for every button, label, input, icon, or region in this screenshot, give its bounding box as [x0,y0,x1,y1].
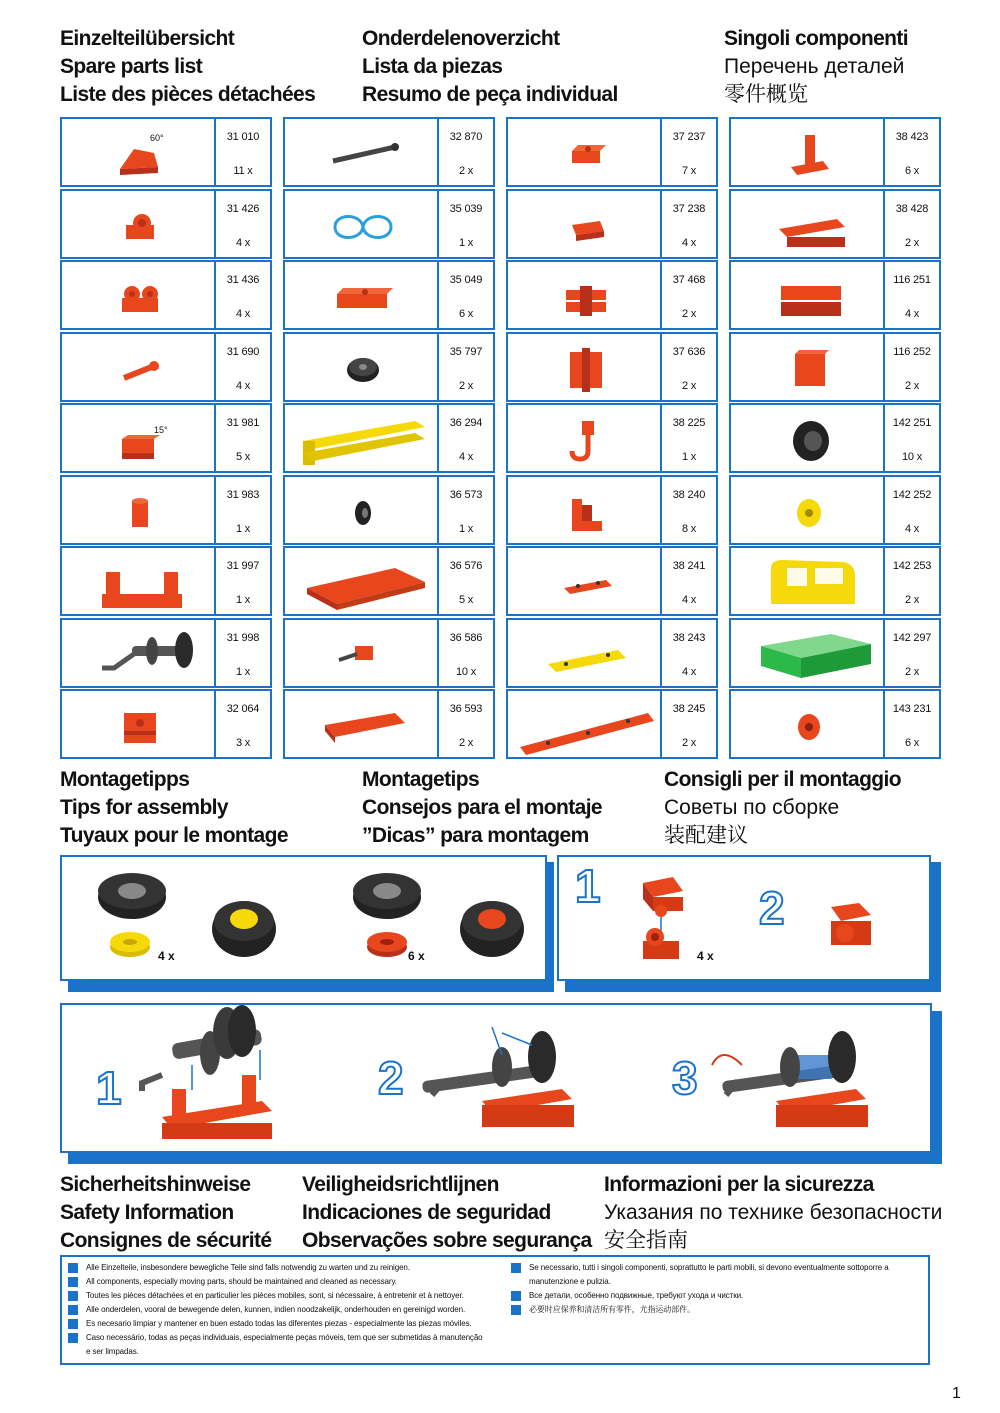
part-number: 31 690 [226,345,260,358]
part-info [662,546,718,616]
heading-ru: Перечень деталей [724,55,905,78]
part-quantity: 4 x [904,522,920,535]
safety-heading-col2 [302,1171,592,1255]
part-quantity: 1 x [235,665,251,678]
part-image [283,189,439,259]
heading-zh: 安全指南 [604,1229,688,1252]
part-cell [506,117,718,189]
safety-line: Все детали, особенно подвижные, требуют ухода и чистки. [511,1289,889,1303]
pulley-icon [285,334,437,400]
part-number: 37 636 [672,345,706,358]
part-info [216,546,272,616]
part-quantity: 8 x [681,522,697,535]
heading-fr: Tuyaux pour le montage [60,824,288,847]
part-info [439,260,495,330]
part-info [439,332,495,402]
part-info [439,546,495,616]
safety-line: Alle Einzelteile, insbesondere bewegliche Teile sind falls notwendig zu warten und zu reinigen. [68,1261,483,1275]
part-info [885,618,941,688]
connector-pin-icon [285,620,437,686]
part-image [283,618,439,688]
part-number: 36 593 [449,703,483,715]
parts-heading-col1 [60,25,315,109]
part-cell [60,332,272,404]
part-number: 116 252 [893,345,931,358]
red-hub-icon [731,691,883,757]
hinge-count: 4 x [697,949,714,963]
parts-heading-col2 [362,25,618,109]
tyre-with-red-hub-icon [460,901,524,957]
part-cell [506,689,718,761]
yellow-girder-icon [285,405,437,471]
yellow-hub-icon [731,477,883,543]
part-quantity: 11 x [233,165,253,177]
heading-fr: Consignes de sécurité [60,1229,272,1252]
part-info [885,546,941,616]
hinge-assembled-icon [831,903,871,945]
safety-line: manutenzione e pulizia. [529,1277,611,1286]
part-number: 32 064 [226,703,260,715]
part-image [729,260,885,330]
safety-text-left [68,1261,483,1359]
part-info [439,689,495,759]
small-block-icon [508,119,660,185]
part-quantity: 4 x [681,594,697,606]
part-image [506,332,662,402]
part-cell [60,403,272,475]
part-cell [283,260,495,332]
tips-heading-col2 [362,766,602,850]
part-cell [506,332,718,404]
part-image [506,403,662,473]
safety-line: 必要时应保养和清洁所有零件，尤指运动部件。 [511,1303,889,1317]
angle-block-15-icon [62,405,214,471]
long-block-icon [731,262,883,328]
cylinder-icon [62,477,214,543]
part-cell [506,618,718,690]
winch-frame-icon [62,548,214,614]
part-cell [729,189,941,261]
part-number: 143 231 [892,703,932,715]
part-info [885,689,941,759]
axle-icon [285,119,437,185]
part-image [60,189,216,259]
part-image [283,475,439,545]
part-cell [506,546,718,618]
part-image [729,403,885,473]
part-cell [283,189,495,261]
yellow-hub-icon [110,932,150,957]
part-image [506,475,662,545]
part-cell [729,546,941,618]
part-quantity: 2 x [904,665,920,678]
part-quantity: 6 x [458,308,474,320]
part-info [662,475,718,545]
part-number: 31 997 [226,560,260,572]
part-info [216,332,272,402]
winch-frame-icon [162,1075,272,1139]
tyre-with-yellow-hub-icon [212,901,276,957]
part-quantity: 2 x [458,379,474,392]
heading-it: Singoli componenti [724,27,909,50]
part-info [439,189,495,259]
part-image [60,475,216,545]
building-block-icon [62,691,214,757]
part-info [439,618,495,688]
part-quantity: 2 x [904,594,920,606]
part-image [283,332,439,402]
part-image [283,260,439,330]
part-number: 31 426 [226,202,260,215]
part-cell [60,689,272,761]
step-number: 3 [672,1052,698,1104]
safety-text-box [60,1255,930,1365]
part-number: 38 245 [672,703,706,715]
hinge-block-icon [643,877,683,917]
step-number: 1 [96,1062,122,1114]
part-image [729,475,885,545]
part-info [216,689,272,759]
part-quantity: 5 x [458,594,474,606]
red-hub-count: 6 x [408,949,425,963]
part-image [60,117,216,187]
part-image [60,689,216,759]
part-cell [283,117,495,189]
heading-pt: Observações sobre segurança [302,1229,592,1252]
parts-heading-col3 [724,25,908,109]
part-number: 36 573 [449,488,483,501]
winch-step2-icon [422,1027,574,1127]
part-cell [283,618,495,690]
heading-pt: ”Dicas” para montagem [362,824,589,847]
safety-line: Alle onderdelen, vooral de bewegende delen, kunnen, indien noodzakelijk, onderhouden en gereinigd worden. [68,1303,483,1317]
part-number: 31 983 [226,488,260,501]
heading-nl: Veiligheidsrichtlijnen [302,1173,499,1196]
angle-bracket-icon [508,477,660,543]
part-number: 38 241 [672,560,706,572]
part-quantity: 10 x [902,451,922,463]
part-quantity: 7 x [681,165,697,177]
part-number: 31 998 [226,631,260,644]
part-image [729,189,885,259]
part-cell [60,618,272,690]
part-info [216,117,272,187]
heading-zh: 装配建议 [664,824,748,847]
part-number: 38 225 [672,417,706,429]
heading-pt: Resumo de peça individual [362,83,618,106]
part-number: 37 237 [672,131,706,143]
parts-column [60,117,272,761]
heading-en: Spare parts list [60,55,203,78]
part-info [216,189,272,259]
part-info [662,332,718,402]
green-tray-icon [731,620,883,686]
part-info [439,117,495,187]
part-image [283,689,439,759]
cross-block-icon [508,262,660,328]
part-cell [60,260,272,332]
hook-icon [508,405,660,471]
heading-fr: Liste des pièces détachées [60,83,316,106]
heading-de: Einzelteilübersicht [60,27,235,50]
angle-block-60-icon [62,119,214,185]
part-info [885,475,941,545]
part-info [662,689,718,759]
winch-drum-icon [62,620,214,686]
small-wheel-icon [285,477,437,543]
part-image [729,117,885,187]
part-number: 32 870 [449,131,483,143]
part-image [60,332,216,402]
part-info [216,403,272,473]
part-number: 142 251 [892,417,932,429]
heading-de: Sicherheitshinweise [60,1173,251,1196]
part-number: 35 797 [449,345,483,358]
part-cell [506,403,718,475]
part-number: 38 243 [672,631,706,644]
yellow-plate-icon [508,620,660,686]
heading-nl: Onderdelenoverzicht [362,27,560,50]
heading-es: Consejos para el montaje [362,796,603,819]
part-number: 35 039 [449,202,483,215]
rubber-band-icon [285,191,437,257]
safety-line: e ser limpadas. [86,1347,139,1356]
part-quantity: 5 x [235,451,251,463]
part-quantity: 3 x [235,737,251,749]
part-image [60,618,216,688]
winch-illustration [62,1005,934,1155]
step-number: 1 [575,860,601,912]
part-info [216,618,272,688]
svg-text:60°: 60° [150,133,164,143]
tyre-icon [353,873,421,919]
part-quantity: 1 x [235,522,251,535]
part-info [885,332,941,402]
part-image [729,689,885,759]
part-cell [60,189,272,261]
part-info [885,260,941,330]
part-info [216,475,272,545]
cube-block-icon [731,334,883,400]
part-image [506,618,662,688]
part-quantity: 2 x [681,308,697,320]
safety-heading-col1 [60,1171,271,1255]
part-image [60,403,216,473]
part-number: 142 253 [892,560,932,572]
part-quantity: 2 x [904,379,920,392]
double-hinge-block-icon [62,262,214,328]
part-quantity: 1 x [235,594,251,606]
wheels-illustration [62,857,549,983]
safety-line: All components, especially moving parts, should be maintained and cleaned as necessary. [68,1275,483,1289]
part-info [216,260,272,330]
svg-text:15°: 15° [154,425,168,435]
part-info [662,189,718,259]
tip-box-winch [60,1003,932,1153]
part-quantity: 4 x [235,379,251,392]
part-quantity: 2 x [904,236,920,249]
part-cell [283,689,495,761]
part-cell [729,260,941,332]
yellow-hub-count: 4 x [158,949,175,963]
part-cell [283,546,495,618]
part-number: 36 576 [449,560,483,572]
part-info [885,117,941,187]
short-plate-icon [508,548,660,614]
part-image [283,546,439,616]
heading-nl: Montagetips [362,768,480,791]
part-number: 36 294 [449,417,483,429]
part-quantity: 10 x [456,665,476,678]
heading-es: Indicaciones de seguridad [302,1201,551,1224]
part-info [439,403,495,473]
part-quantity: 4 x [904,308,920,320]
part-image [729,546,885,616]
part-cell [506,475,718,547]
safety-line: Toutes les pièces détachées et en particulier les pièces mobiles, sont, si nécessaire, à entretenir et à nettoyer. [68,1289,483,1303]
tips-heading-col3 [664,766,901,850]
part-quantity: 1 x [681,451,697,463]
part-image [729,332,885,402]
part-image [506,117,662,187]
part-number: 116 251 [893,274,931,286]
part-info [885,189,941,259]
part-image [60,260,216,330]
part-number: 37 238 [672,202,706,215]
part-image [506,260,662,330]
part-quantity: 6 x [904,737,920,749]
part-cell [729,689,941,761]
hinge-illustration [559,857,933,983]
part-quantity: 1 x [458,236,474,249]
part-quantity: 2 x [458,737,474,749]
part-cell [729,403,941,475]
tips-heading-col1 [60,766,288,850]
part-cell [729,618,941,690]
part-quantity: 1 x [458,522,474,535]
angled-block-icon [508,191,660,257]
yellow-cabin-icon [731,548,883,614]
heading-en: Tips for assembly [60,796,228,819]
part-image [506,689,662,759]
long-plate-icon [508,691,660,757]
hinge-block-icon [643,928,679,959]
part-cell [729,475,941,547]
part-info [439,475,495,545]
part-number: 35 049 [449,274,483,286]
part-cell [60,475,272,547]
tip-box-wheels [60,855,547,981]
part-info [662,403,718,473]
tyre-icon [731,405,883,471]
step-number: 2 [759,882,785,934]
safety-text-right [511,1261,889,1317]
part-quantity: 6 x [904,165,920,177]
part-number: 37 468 [672,274,706,286]
winch-step3-icon [712,1031,868,1127]
part-number: 38 240 [672,488,706,501]
safety-line: Caso necessário, todas as peças individuais, especialmente peças móveis, tem que ser submetidas à manutenção [68,1331,483,1345]
part-cell [729,117,941,189]
parts-column [729,117,941,761]
part-image [283,117,439,187]
part-image [60,546,216,616]
heading-it: Consigli per il montaggio [664,768,902,791]
heading-de: Montagetipps [60,768,190,791]
part-quantity: 2 x [681,379,697,392]
hinge-block-icon [62,191,214,257]
part-number: 31 010 [226,131,260,143]
part-quantity: 4 x [458,451,474,463]
tyre-icon [98,873,166,919]
plate-icon [285,691,437,757]
heading-es: Lista da piezas [362,55,503,78]
safety-line: Es necesario limpiar y mantener en buen estado todas las diferentes piezas - especialmente las piezas móviles. [68,1317,483,1331]
part-quantity: 2 x [681,737,697,749]
step-number: 2 [378,1052,404,1104]
part-image [506,546,662,616]
part-cell [283,403,495,475]
part-quantity: 4 x [681,236,697,249]
safety-line: Se necessario, tutti i singoli componenti, soprattutto le parti mobili, si devono eventualmente sottoporre a [511,1261,889,1275]
heading-ru: Советы по сборке [664,796,840,819]
part-number: 31 436 [226,274,260,286]
part-cell [283,475,495,547]
part-number: 38 428 [895,202,929,215]
part-info [662,260,718,330]
heading-zh: 零件概览 [724,83,808,106]
tall-cross-block-icon [508,334,660,400]
part-cell [60,546,272,618]
parts-column [506,117,718,761]
red-hub-icon [367,932,407,957]
part-cell [60,117,272,189]
part-quantity: 4 x [235,308,251,320]
slotted-block-icon [731,191,883,257]
parts-column [283,117,495,761]
heading-en: Safety Information [60,1201,234,1224]
flat-block-icon [285,262,437,328]
base-plate-icon [285,548,437,614]
part-number: 38 423 [895,131,929,143]
pin-icon [62,334,214,400]
part-number: 142 252 [892,488,932,501]
tip-box-hinge [557,855,931,981]
part-cell [506,260,718,332]
part-cell [729,332,941,404]
part-image [506,189,662,259]
heading-it: Informazioni per la sicurezza [604,1173,874,1196]
part-quantity: 2 x [458,165,474,177]
part-quantity: 4 x [681,665,697,678]
safety-heading-col3 [604,1171,942,1255]
part-info [662,117,718,187]
part-cell [283,332,495,404]
part-cell [506,189,718,261]
part-image [729,618,885,688]
corner-bracket-icon [731,119,883,185]
heading-ru: Указания по технике безопасности [604,1201,943,1224]
part-number: 31 981 [226,417,260,429]
part-number: 36 586 [449,631,483,644]
part-info [885,403,941,473]
part-info [662,618,718,688]
part-quantity: 4 x [235,236,251,249]
part-image [283,403,439,473]
page-number: 1 [952,1385,961,1402]
part-number: 142 297 [892,631,932,644]
